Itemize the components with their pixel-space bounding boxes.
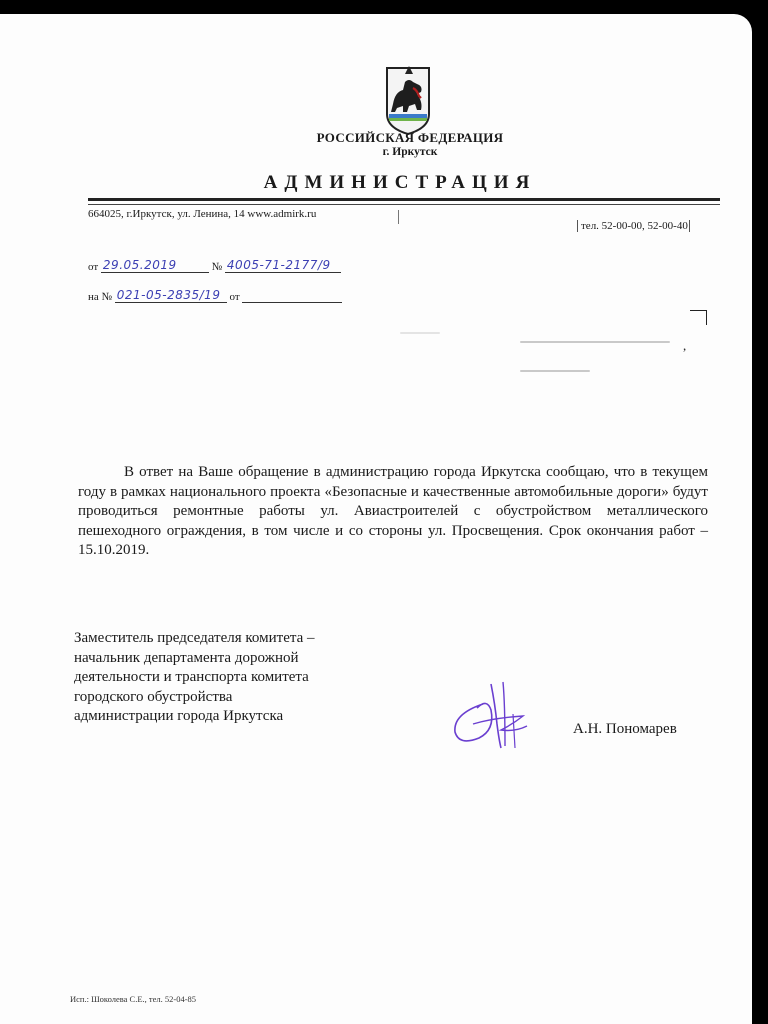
header-divider-thick: [88, 198, 720, 201]
addressee-corner-mark: [690, 310, 707, 325]
address-separator: [398, 210, 399, 224]
signer-position-line: деятельности и транспорта комитета: [74, 669, 309, 685]
from-label: от: [88, 261, 99, 273]
reference-number-field: [115, 289, 227, 303]
reference-label: на №: [88, 291, 113, 303]
redacted-addressee-line: [520, 370, 590, 372]
executor-info: Исп.: Шоколева С.Е., тел. 52-04-85: [70, 994, 197, 1004]
signer-name: А.Н. Пономарев: [573, 721, 677, 737]
irkutsk-coat-of-arms-icon: [383, 62, 433, 136]
signer-position-line: начальник департамента дорожной: [74, 649, 299, 666]
handwritten-signature: [443, 674, 543, 754]
outgoing-number: 4005-71-2177/9: [226, 258, 331, 272]
organization-address: 664025, г.Иркутск, ул. Ленина, 14 www.admirk.ru: [88, 208, 317, 220]
organization-title: АДМИНИСТРАЦИЯ: [263, 172, 537, 193]
redacted-addressee-line: [400, 332, 440, 334]
outgoing-number-field: [225, 259, 341, 273]
signer-position-line: городского обустройства: [74, 688, 233, 705]
organization-phone: тел. 52-00-00, 52-00-40: [577, 220, 690, 232]
header-divider-thin: [88, 204, 720, 205]
outgoing-date: 29.05.2019: [102, 258, 177, 272]
country-heading: РОССИЙСКАЯ ФЕДЕРАЦИЯ: [316, 130, 504, 145]
outgoing-date-field: [101, 259, 209, 273]
reference-number: 021-05-2835/19: [116, 288, 221, 302]
number-label: №: [211, 261, 223, 273]
letter-body: В ответ на Ваше обращение в администрацию города Иркутска сообщаю, что в текущем году в рамках национального проекта «Безопасные и качественные автомобильные дороги» будут проводиться ремонтные работы ул. Авиастроителей с обустройством металлического пешеходного ограждения, в том числе и со стороны ул. Просвещения. Срок окончания работ – 15.10.2019.: [78, 464, 708, 558]
signer-position: [74, 629, 394, 727]
reference-date-label: от: [229, 291, 240, 303]
city-heading: г. Иркутск: [382, 146, 438, 158]
reference-date-field: [242, 289, 342, 303]
redacted-addressee-line: [520, 341, 670, 343]
letter-page: [0, 14, 752, 1024]
signer-position-line: администрации города Иркутска: [74, 708, 284, 724]
signer-position-line: Заместитель председателя комитета –: [74, 630, 315, 646]
incoming-reference: [88, 289, 342, 303]
outgoing-registration: [88, 259, 341, 273]
addressee-comma: ,: [683, 338, 687, 353]
